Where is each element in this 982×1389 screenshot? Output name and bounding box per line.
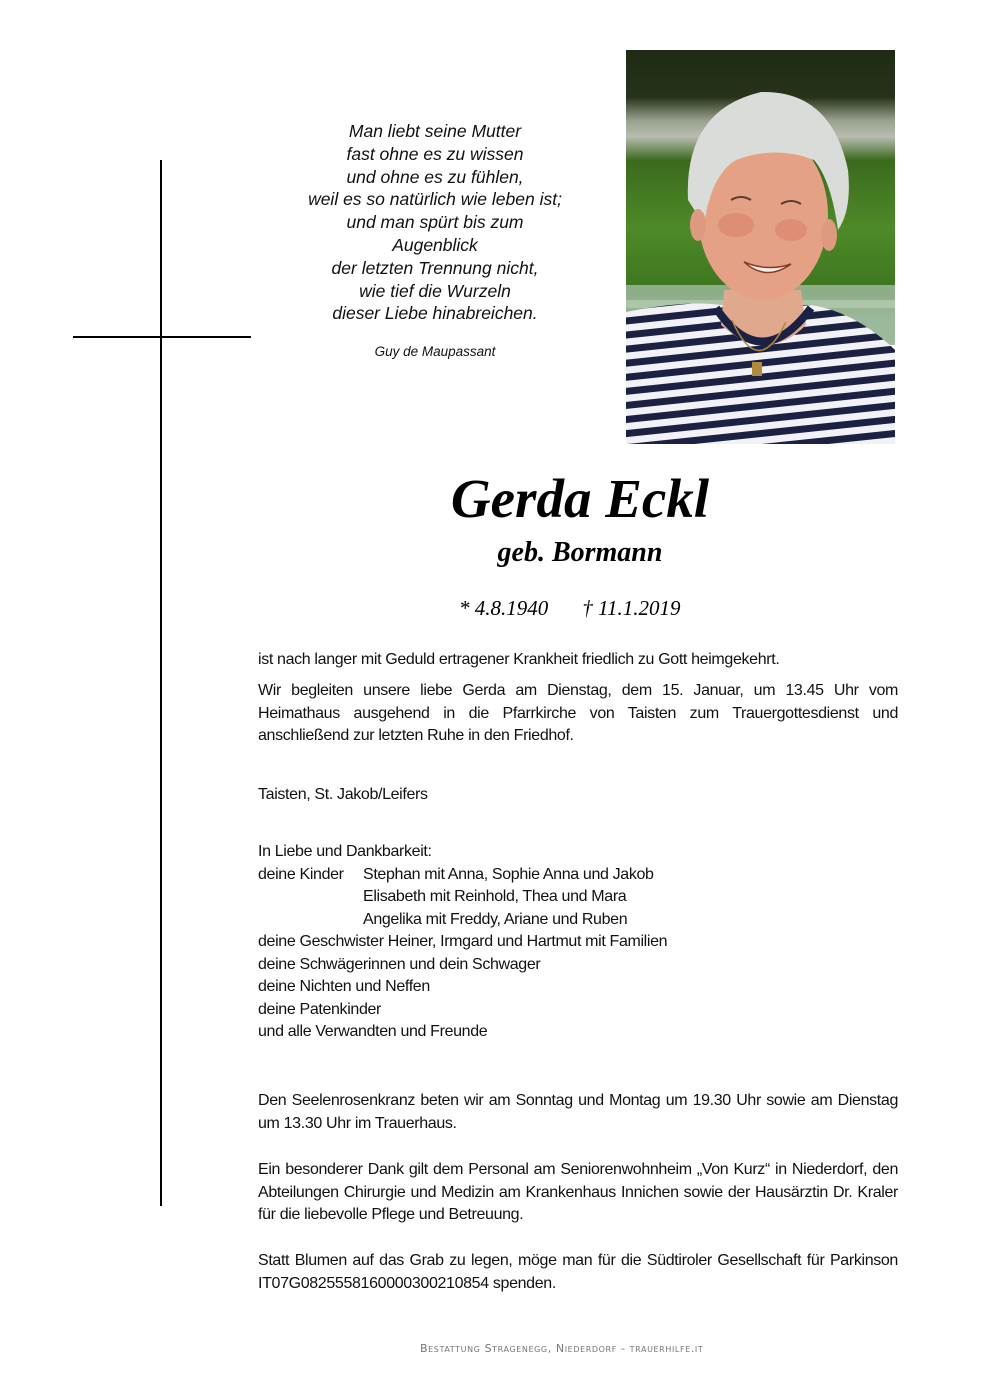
portrait-photo — [626, 50, 895, 444]
place-text: Taisten, St. Jakob/Leifers — [258, 786, 428, 803]
family-kids-row — [258, 886, 898, 909]
quote-author: Guy de Maupassant — [374, 344, 496, 359]
donation-text: Statt Blumen auf das Grab zu legen, möge man für die Südtiroler Gesellschaft für Parkinson IT07G0825558160000300210854 spenden. — [258, 1252, 898, 1292]
family-entry: deine Schwägerinnen und dein Schwager — [258, 955, 541, 973]
family-entry: deine Patenkinder — [258, 1000, 382, 1018]
family-entry: deine Geschwister Heiner, Irmgard und Hartmut mit Familien — [258, 933, 668, 950]
kid-entry: Stephan mit Anna, Sophie Anna und Jakob — [363, 865, 654, 883]
kid-entry: Angelika mit Freddy, Ariane und Ruben — [363, 910, 628, 928]
quote-line: und ohne es zu fühlen, — [346, 166, 524, 187]
funeral-text: Wir begleiten unsere liebe Gerda am Dienstag, dem 15. Januar, um 13.45 Uhr vom Heimathaus ausgehend in die Pfarrkirche von Taisten zum Trauergottesdienst und anschließend zur letzten Ruhe in den Friedhof. — [258, 682, 898, 744]
family-entry: deine Nichten und Neffen — [258, 978, 430, 995]
family-heading: In Liebe und Dankbarkeit: — [258, 843, 432, 860]
footer-credit: Bestattung Stragenegg, Niederdorf - trauerhilfe.it — [420, 1342, 704, 1355]
quote-line: Man liebt seine Mutter — [348, 121, 522, 141]
rosary-text: Den Seelenrosenkranz beten wir am Sonntag und Montag um 19.30 Uhr sowie am Dienstag um 13.30 Uhr im Trauerhaus. — [258, 1092, 898, 1132]
life-dates — [459, 595, 759, 621]
memorial-quote — [270, 120, 600, 325]
quote-line: dieser Liebe hinabreichen. — [332, 303, 538, 324]
family-kids-row — [258, 909, 898, 932]
deceased-name: Gerda Eckl — [450, 468, 710, 529]
quote-line: fast ohne es zu wissen — [346, 143, 524, 164]
family-entry: und alle Verwandten und Freunde — [258, 1023, 488, 1040]
quote-line: wie tief die Wurzeln — [359, 280, 511, 301]
quote-line: und man spürt bis zum — [346, 212, 524, 233]
cross-vertical-line — [160, 160, 162, 1206]
intro-text: ist nach langer mit Geduld ertragener Krankheit friedlich zu Gott heimgekehrt. — [258, 651, 780, 668]
family-list — [258, 841, 898, 1044]
portrait-illustration — [626, 50, 895, 444]
birth-date: * 4.8.1940 — [459, 596, 549, 620]
family-kids-row — [258, 864, 898, 887]
quote-line: der letzten Trennung nicht, — [331, 257, 539, 278]
kids-label: deine Kinder — [258, 865, 344, 883]
thanks-text: Ein besonderer Dank gilt dem Personal am Seniorenwohnheim „Von Kurz“ in Niederdorf, den Abteilungen Chirurgie und Medizin am Krankenhaus Innichen sowie der Hausärztin Dr. Kraler für die liebevolle Pflege und Betreuung. — [258, 1161, 898, 1223]
kid-entry: Elisabeth mit Reinhold, Thea und Mara — [363, 888, 627, 905]
maiden-name: geb. Bormann — [497, 537, 663, 568]
death-date: † 11.1.2019 — [582, 596, 681, 620]
quote-line: Augenblick — [392, 234, 478, 255]
cross-horizontal-line — [73, 336, 251, 338]
quote-line: weil es so natürlich wie leben ist; — [308, 189, 562, 210]
